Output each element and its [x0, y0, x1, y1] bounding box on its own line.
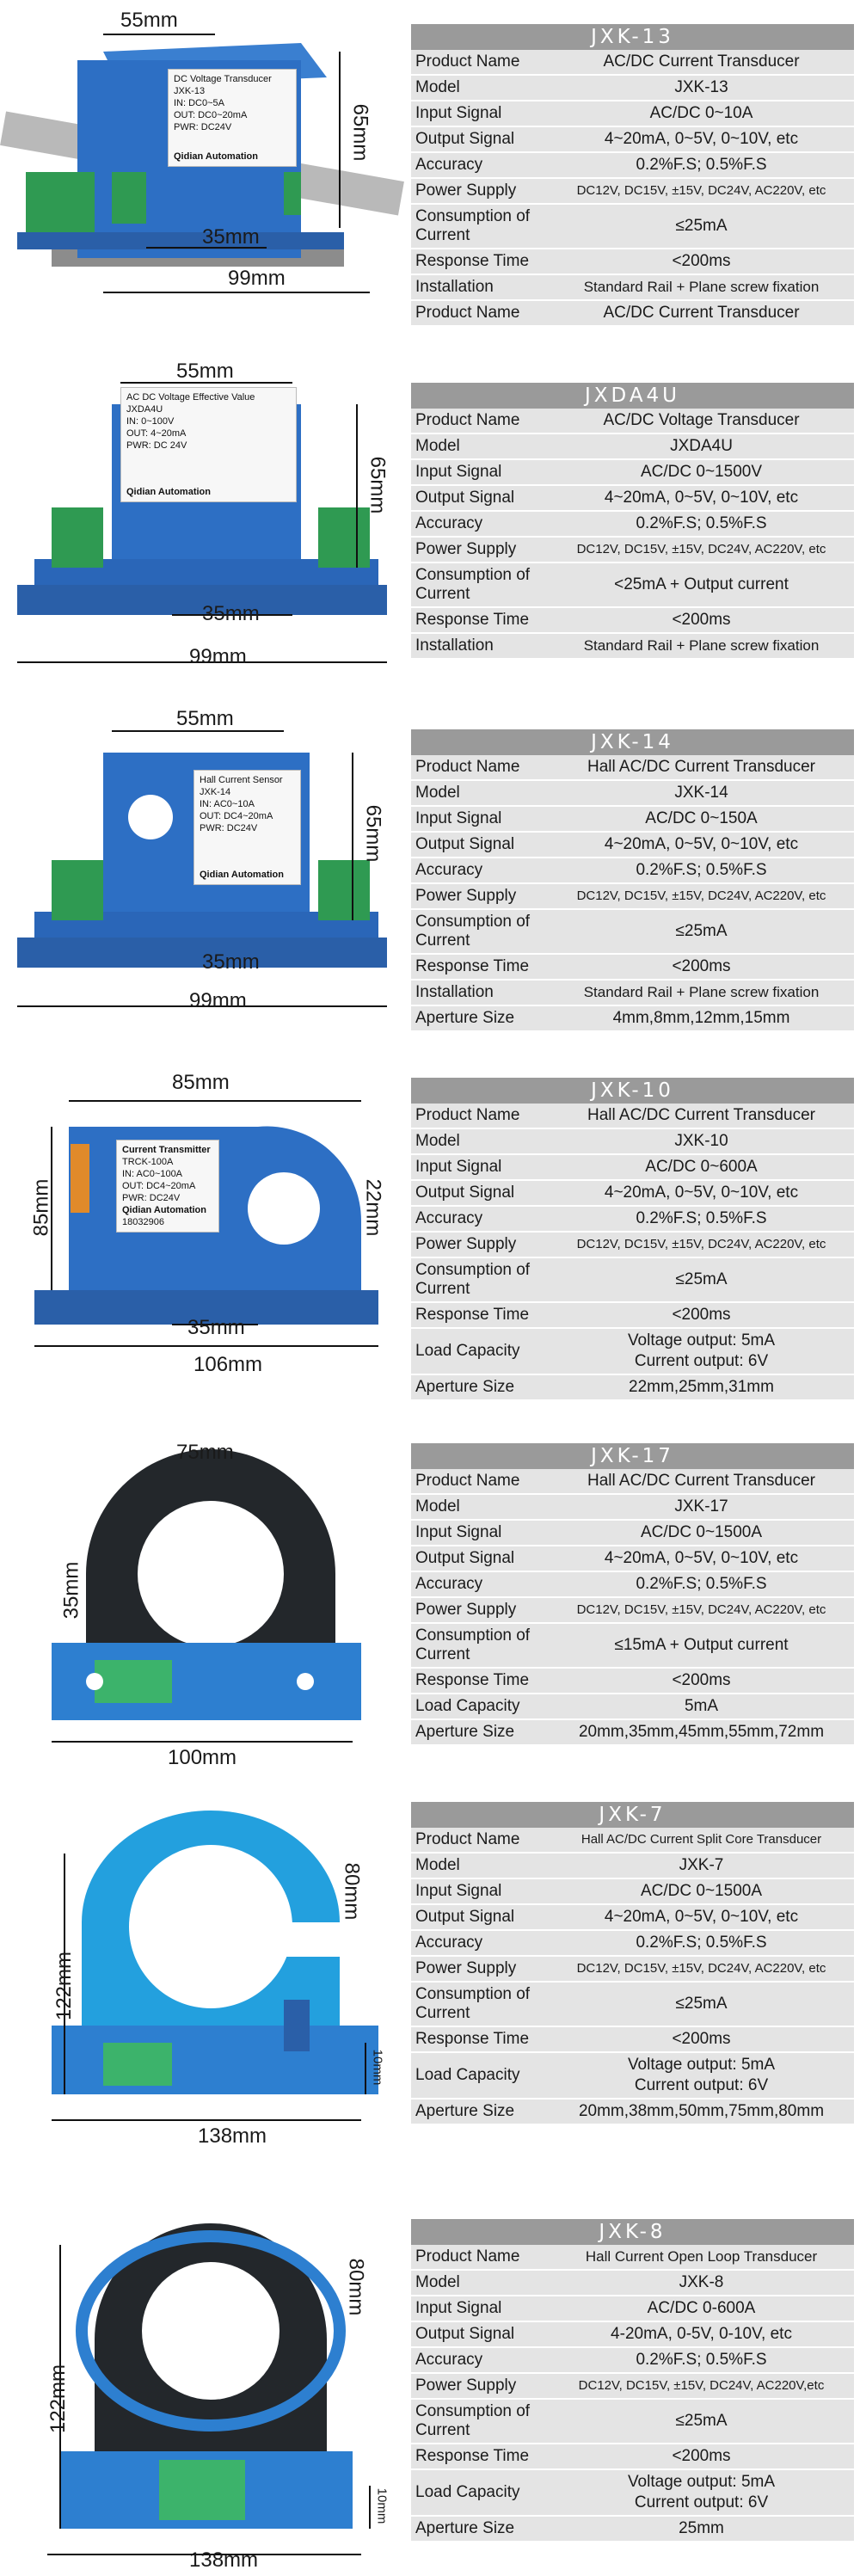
- spec-value: AC/DC Voltage Transducer: [603, 411, 800, 429]
- spec-key: Model: [415, 2273, 460, 2291]
- product-block-jxk13: [0, 0, 860, 322]
- spec-key: Power Supply: [415, 2376, 517, 2395]
- spec-header: JXDA4U: [411, 383, 854, 409]
- spec-value: AC/DC 0~1500V: [641, 463, 762, 481]
- spec-value: 0.2%F.S; 0.5%F.S: [636, 2351, 767, 2369]
- spec-table-jxk14: [411, 729, 854, 1032]
- spec-key: Response Time: [415, 2447, 530, 2465]
- spec-value: 4~20mA, 0~5V, 0~10V, etc: [604, 1908, 799, 1926]
- spec-value-line: Current output: 6V: [634, 2076, 769, 2094]
- spec-key: Output Signal: [415, 1183, 515, 1202]
- spec-value: <25mA + Output current: [614, 575, 789, 593]
- spec-value: Standard Rail + Plane screw fixation: [583, 984, 820, 1000]
- dim-hole: 80mm: [344, 2258, 368, 2316]
- spec-header: JXK-14: [411, 729, 854, 755]
- spec-key: Input Signal: [415, 1882, 502, 1900]
- label-line: JXDA4U: [126, 404, 163, 415]
- spec-value: 4-20mA, 0-5V, 0-10V, etc: [611, 2325, 792, 2343]
- spec-value-line: Voltage output: 5mA: [627, 1331, 776, 1349]
- spec-value: ≤25mA: [675, 1995, 728, 2013]
- spec-value: 20mm,35mm,45mm,55mm,72mm: [578, 1723, 825, 1741]
- label-line: TRCK-100A: [122, 1157, 174, 1167]
- dim-side: 122mm: [46, 2364, 71, 2434]
- spec-value: 4~20mA, 0~5V, 0~10V, etc: [604, 489, 799, 507]
- spec-key: Accuracy: [415, 156, 483, 174]
- label-line: PWR: DC 24V: [126, 440, 187, 451]
- spec-value: 4~20mA, 0~5V, 0~10V, etc: [604, 1183, 799, 1202]
- spec-key: Installation: [415, 983, 494, 1001]
- dim-top: 55mm: [176, 360, 234, 383]
- label-line: IN: 0~100V: [126, 416, 175, 427]
- dim-side: 65mm: [366, 456, 390, 514]
- spec-key: Installation: [415, 636, 494, 655]
- label-line: OUT: DC0~20mA: [174, 110, 248, 120]
- spec-key: Accuracy: [415, 1934, 483, 1952]
- spec-value: DC12V, DC15V, ±15V, DC24V, AC220V, etc: [576, 542, 826, 556]
- dim-rail: 35mm: [202, 950, 260, 974]
- label-line: OUT: 4~20mA: [126, 428, 187, 439]
- spec-value: AC/DC 0~150A: [645, 809, 758, 827]
- spec-key: Response Time: [415, 1671, 530, 1689]
- spec-header: JXK-13: [411, 24, 854, 50]
- spec-value: ≤15mA + Output current: [614, 1636, 789, 1654]
- spec-key: Input Signal: [415, 1158, 502, 1176]
- spec-value-line: Voltage output: 5mA: [627, 2473, 776, 2491]
- spec-value: 4~20mA, 0~5V, 0~10V, etc: [604, 130, 799, 148]
- spec-table-jxk13: [411, 24, 854, 327]
- spec-key: Input Signal: [415, 2299, 502, 2317]
- spec-value: <200ms: [672, 1306, 731, 1324]
- spec-value: Standard Rail + Plane screw fixation: [583, 279, 820, 295]
- spec-key: Product Name: [415, 411, 520, 429]
- spec-key: Aperture Size: [415, 2519, 515, 2537]
- spec-key: Output Signal: [415, 130, 515, 148]
- label-line: IN: AC0~10A: [200, 799, 255, 809]
- spec-value-line: Current output: 6V: [634, 2493, 769, 2511]
- spec-value: 25mm: [679, 2519, 724, 2537]
- spec-value: JXK-14: [674, 784, 728, 802]
- product-block-jxda4u: [0, 353, 860, 679]
- spec-value: JXK-13: [674, 78, 728, 96]
- spec-key: Aperture Size: [415, 1009, 515, 1027]
- spec-value: Hall AC/DC Current Split Core Transducer: [580, 1832, 822, 1847]
- label-line: JXK-14: [200, 787, 231, 797]
- dim-side: 85mm: [29, 1178, 53, 1237]
- spec-key: Model: [415, 78, 460, 96]
- spec-table-jxk7: [411, 1802, 854, 2125]
- spec-value: DC12V, DC15V, ±15V, DC24V, AC220V, etc: [576, 1237, 826, 1251]
- dim-top: 55mm: [120, 9, 178, 32]
- spec-value: JXK-8: [679, 2273, 724, 2291]
- spec-value: [549, 2470, 854, 2515]
- spec-value: Hall Current Open Loop Transducer: [585, 2248, 818, 2265]
- dim-rail: 35mm: [202, 602, 260, 625]
- spec-header: JXK-7: [411, 1802, 854, 1828]
- product-block-jxk10: [0, 1058, 860, 1396]
- product-block-jxk8: [0, 2202, 860, 2576]
- spec-value: DC12V, DC15V, ±15V, DC24V, AC220V, etc: [576, 888, 826, 903]
- spec-value: DC12V, DC15V, ±15V, DC24V, AC220V, etc: [576, 1961, 826, 1976]
- spec-key: Accuracy: [415, 861, 483, 879]
- spec-value: 4~20mA, 0~5V, 0~10V, etc: [604, 1549, 799, 1567]
- device-label-jxk14: [194, 770, 301, 885]
- spec-value: 0.2%F.S; 0.5%F.S: [636, 1934, 767, 1952]
- label-line: Current Transmitter: [122, 1145, 211, 1155]
- spec-value: 0.2%F.S; 0.5%F.S: [636, 1575, 767, 1593]
- spec-value: <200ms: [672, 611, 731, 629]
- spec-key: Product Name: [415, 1472, 520, 1490]
- spec-value: ≤25mA: [675, 1270, 728, 1288]
- spec-header: JXK-17: [411, 1443, 854, 1469]
- spec-value: <200ms: [672, 252, 731, 270]
- label-line: PWR: DC24V: [122, 1193, 181, 1203]
- spec-key: Product Name: [415, 304, 520, 322]
- dim-bottom: 138mm: [198, 2124, 267, 2148]
- spec-key: Aperture Size: [415, 1723, 515, 1741]
- spec-key: Consumption of Current: [415, 1261, 531, 1298]
- spec-key: Aperture Size: [415, 2102, 515, 2120]
- spec-key: Output Signal: [415, 1908, 515, 1926]
- spec-value: ≤25mA: [675, 922, 728, 940]
- spec-key: Power Supply: [415, 887, 517, 905]
- spec-key: Load Capacity: [415, 1342, 520, 1360]
- spec-key: Response Time: [415, 252, 530, 270]
- label-line: 18032906: [122, 1217, 164, 1227]
- dim-bottom: 106mm: [194, 1353, 263, 1376]
- spec-key: Model: [415, 784, 460, 802]
- spec-key: Consumption of Current: [415, 1985, 531, 2022]
- dim-bottom: 138mm: [189, 2548, 259, 2572]
- spec-key: Accuracy: [415, 514, 483, 532]
- spec-key: Response Time: [415, 611, 530, 629]
- spec-key: Response Time: [415, 957, 530, 975]
- label-line: IN: AC0~100A: [122, 1169, 183, 1179]
- spec-key: Product Name: [415, 52, 520, 71]
- dim-bottom: 99mm: [228, 267, 286, 290]
- spec-key: Consumption of Current: [415, 2402, 531, 2439]
- label-line: Hall Current Sensor: [200, 775, 283, 785]
- spec-key: Input Signal: [415, 1523, 502, 1541]
- label-line: Qidian Automation: [200, 870, 284, 880]
- spec-key: Accuracy: [415, 1209, 483, 1227]
- spec-value: Hall AC/DC Current Transducer: [587, 1106, 816, 1124]
- spec-value: AC/DC 0~10A: [649, 104, 753, 122]
- spec-value: 0.2%F.S; 0.5%F.S: [636, 156, 767, 174]
- spec-value-line: Voltage output: 5mA: [627, 2056, 776, 2074]
- dim-side: 122mm: [52, 1951, 77, 2021]
- spec-key: Model: [415, 1856, 460, 1874]
- spec-key: Input Signal: [415, 104, 502, 122]
- dim-bottom: 99mm: [189, 989, 247, 1012]
- label-line: Qidian Automation: [126, 487, 211, 497]
- spec-value: <200ms: [672, 2447, 731, 2465]
- label-line: Qidian Automation: [122, 1205, 206, 1215]
- label-line: DC Voltage Transducer: [174, 74, 272, 84]
- spec-key: Product Name: [415, 1830, 520, 1848]
- spec-value: ≤25mA: [675, 2412, 728, 2430]
- spec-key: Output Signal: [415, 835, 515, 853]
- spec-key: Accuracy: [415, 1575, 483, 1593]
- spec-value: <200ms: [672, 957, 731, 975]
- spec-key: Input Signal: [415, 463, 502, 481]
- spec-value: AC/DC Current Transducer: [603, 52, 800, 71]
- dim-top: 75mm: [176, 1441, 234, 1464]
- spec-value: AC/DC Current Transducer: [603, 304, 800, 322]
- spec-value: 0.2%F.S; 0.5%F.S: [636, 861, 767, 879]
- label-line: AC DC Voltage Effective Value: [126, 392, 255, 403]
- spec-key: Model: [415, 1497, 460, 1515]
- spec-value: AC/DC 0~600A: [645, 1158, 758, 1176]
- spec-value: 5mA: [684, 1697, 719, 1715]
- spec-key: Power Supply: [415, 1601, 517, 1619]
- spec-value: AC/DC 0-600A: [647, 2299, 756, 2317]
- label-line: JXK-13: [174, 86, 206, 96]
- spec-table-jxk17: [411, 1443, 854, 1746]
- spec-key: Power Supply: [415, 1235, 517, 1253]
- spec-value: 22mm,25mm,31mm: [629, 1378, 774, 1396]
- spec-key: Output Signal: [415, 2325, 515, 2343]
- dim-bottom: 100mm: [168, 1746, 237, 1769]
- spec-key: Product Name: [415, 1106, 520, 1124]
- spec-table-jxk10: [411, 1078, 854, 1401]
- spec-key: Consumption of Current: [415, 1626, 531, 1663]
- spec-value: 0.2%F.S; 0.5%F.S: [636, 514, 767, 532]
- spec-value: JXK-17: [674, 1497, 728, 1515]
- spec-value: [549, 1329, 854, 1374]
- dim-foot: 10mm: [374, 2487, 390, 2524]
- spec-value: ≤25mA: [675, 217, 728, 235]
- spec-value: DC12V, DC15V, ±15V, DC24V, AC220V,etc: [578, 2378, 825, 2393]
- spec-key: Response Time: [415, 1306, 530, 1324]
- dim-rail: 35mm: [202, 225, 260, 249]
- dim-bottom: 99mm: [189, 645, 247, 668]
- spec-key: Consumption of Current: [415, 566, 531, 603]
- spec-header: JXK-8: [411, 2219, 854, 2245]
- dim-top: 85mm: [172, 1071, 230, 1094]
- spec-key: Consumption of Current: [415, 913, 531, 950]
- dim-side: 65mm: [348, 103, 372, 162]
- dim-side: 35mm: [59, 1561, 83, 1620]
- spec-value: [549, 2053, 854, 2098]
- spec-key: Model: [415, 437, 460, 455]
- spec-value: DC12V, DC15V, ±15V, DC24V, AC220V, etc: [576, 183, 826, 198]
- spec-value: JXK-10: [674, 1132, 728, 1150]
- spec-value: <200ms: [672, 1671, 731, 1689]
- spec-table-jxk8: [411, 2219, 854, 2542]
- spec-key: Product Name: [415, 758, 520, 776]
- spec-key: Load Capacity: [415, 2066, 520, 2084]
- spec-value: JXK-7: [679, 1856, 724, 1874]
- product-block-jxk14: [0, 705, 860, 1032]
- spec-key: Output Signal: [415, 1549, 515, 1567]
- spec-value-line: Current output: 6V: [634, 1352, 769, 1370]
- label-line: OUT: DC4~20mA: [200, 811, 273, 821]
- spec-key: Consumption of Current: [415, 207, 531, 244]
- spec-value: 0.2%F.S; 0.5%F.S: [636, 1209, 767, 1227]
- dim-hole: 80mm: [340, 1862, 364, 1921]
- label-line: PWR: DC24V: [174, 122, 232, 132]
- spec-value: JXDA4U: [670, 437, 733, 455]
- spec-key: Power Supply: [415, 1959, 517, 1977]
- spec-value: Standard Rail + Plane screw fixation: [583, 637, 820, 654]
- spec-key: Response Time: [415, 2030, 530, 2048]
- spec-value: 20mm,38mm,50mm,75mm,80mm: [578, 2102, 825, 2120]
- spec-key: Input Signal: [415, 809, 502, 827]
- spec-value: AC/DC 0~1500A: [641, 1882, 762, 1900]
- spec-key: Aperture Size: [415, 1378, 515, 1396]
- spec-value: DC12V, DC15V, ±15V, DC24V, AC220V, etc: [576, 1602, 826, 1617]
- dim-rail: 35mm: [187, 1316, 245, 1339]
- spec-header: JXK-10: [411, 1078, 854, 1104]
- dim-foot: 10mm: [370, 2049, 385, 2086]
- product-block-jxk17: [0, 1441, 860, 1780]
- spec-value: <200ms: [672, 2030, 731, 2048]
- dim-hole: 22mm: [361, 1178, 385, 1237]
- label-line: PWR: DC24V: [200, 823, 258, 833]
- spec-value: Hall AC/DC Current Transducer: [587, 1472, 816, 1490]
- label-line: OUT: DC4~20mA: [122, 1181, 196, 1191]
- spec-key: Power Supply: [415, 540, 517, 558]
- spec-key: Product Name: [415, 2247, 520, 2266]
- spec-key: Installation: [415, 278, 494, 296]
- spec-value: AC/DC 0~1500A: [641, 1523, 762, 1541]
- device-label-jxk13: [168, 69, 297, 167]
- spec-key: Load Capacity: [415, 1697, 520, 1715]
- spec-key: Output Signal: [415, 489, 515, 507]
- label-line: Qidian Automation: [174, 151, 258, 162]
- spec-value: 4~20mA, 0~5V, 0~10V, etc: [604, 835, 799, 853]
- dim-side: 65mm: [361, 804, 385, 863]
- spec-key: Accuracy: [415, 2351, 483, 2369]
- spec-value: Hall AC/DC Current Transducer: [587, 758, 816, 776]
- dim-top: 55mm: [176, 707, 234, 730]
- label-line: IN: DC0~5A: [174, 98, 224, 108]
- device-label-jxda4u: [120, 387, 297, 502]
- spec-key: Load Capacity: [415, 2483, 520, 2501]
- product-block-jxk7: [0, 1802, 860, 2163]
- spec-key: Power Supply: [415, 181, 517, 200]
- spec-table-jxda4u: [411, 383, 854, 660]
- spec-value: 4mm,8mm,12mm,15mm: [612, 1009, 790, 1027]
- device-label-jxk10: [116, 1140, 219, 1233]
- spec-key: Model: [415, 1132, 460, 1150]
